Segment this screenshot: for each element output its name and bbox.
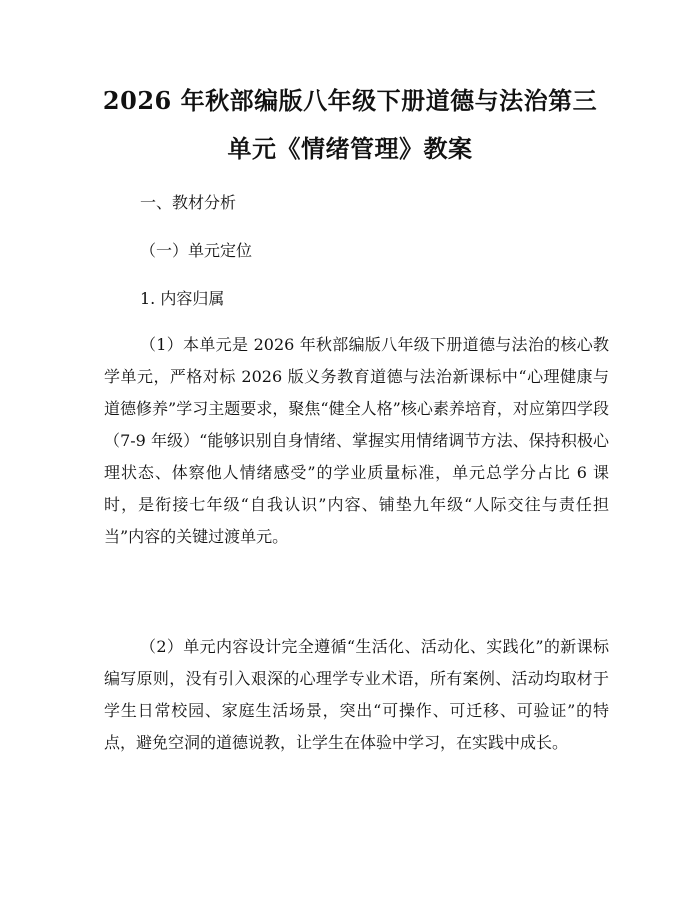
section-heading-textbook-analysis: 一、教材分析	[140, 193, 237, 212]
subsection-heading-unit-positioning: （一）单元定位	[140, 241, 253, 260]
document-title-line-1: 2026 年秋部编版八年级下册道德与法治第三	[102, 86, 598, 115]
item-heading-content-ownership: 1. 内容归属	[140, 289, 225, 308]
body-paragraph-1: （1）本单元是 2026 年秋部编版八年级下册道德与法治的核心教学单元，严格对标 2026 版义务教育道德与法治新课标中“心理健康与道德修养”学习主题要求，聚焦“健全人格”核心素养培育，对应第四学段（7-9 年级）“能够识别自身情绪、掌握实用情绪调节方法、保持积极心理状态、体察他人情绪感受”的学业质量标准，单元总学分占比 6 课时，是衔接七年级“自我认识”内容、铺垫九年级“人际交往与责任担当”内容的关键过渡单元。	[104, 335, 609, 546]
document-title-line-2: 单元《情绪管理》教案	[227, 134, 473, 163]
body-paragraph-2: （2）单元内容设计完全遵循“生活化、活动化、实践化”的新课标编写原则，没有引入艰深的心理学专业术语，所有案例、活动均取材于学生日常校园、家庭生活场景，突出“可操作、可迁移、可验证”的特点，避免空洞的道德说教，让学生在体验中学习，在实践中成长。	[104, 637, 609, 752]
